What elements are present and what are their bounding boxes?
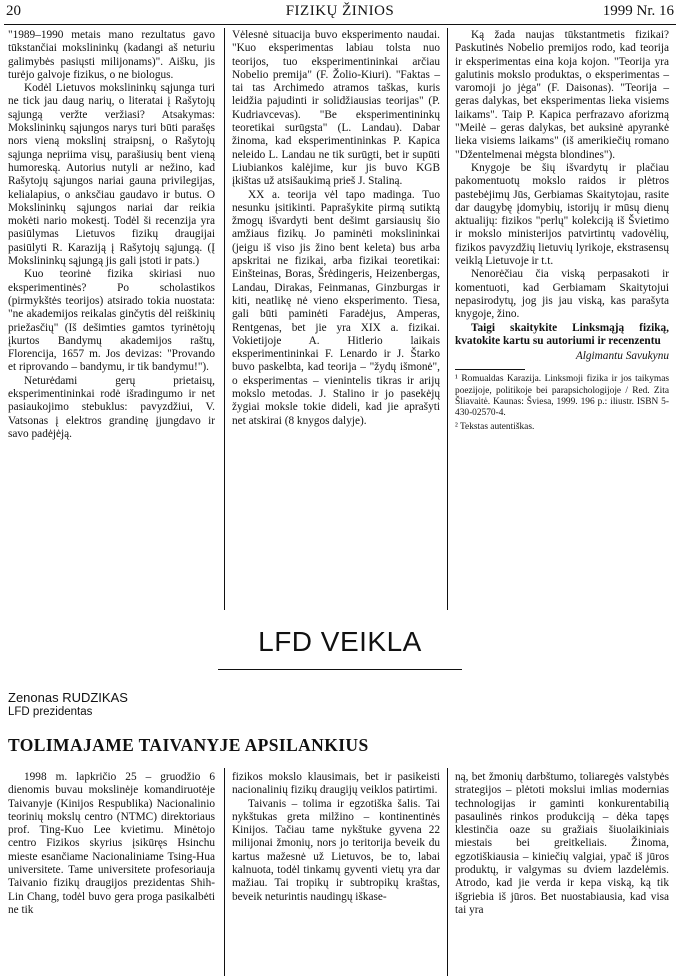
column-divider	[447, 28, 448, 610]
review-column-1	[8, 29, 215, 441]
author-role: LFD prezidentas	[8, 706, 93, 718]
paragraph: ną, bet žmonių darbštumo, toliaregės valstybės strategijos – plėtoti mokslui imlias modernias technologijas ir gaminti konkurentabilią pasaulinės rinkos produkciją – dėka tapęs klestinčia oaze su gražiais šiuolaikiniais miestais bei greitkeliais. Žinoma, egzotiškiausia – kiniečių valgiai, ypač iš jūros produktų, ir valgymas su dviem lazdelėmis. Atrodo, kad jie verda ir kepa viską, ką tik išgriebia iš jūros. Bet nuostabiausia, kad visa tai yra	[455, 771, 669, 916]
author-name: Zenonas RUDZIKAS	[8, 690, 128, 705]
paragraph: "1989–1990 metais mano rezultatus gavo tūkstančiai mokslininkų (kadangi aš neturiu galimybės pasiųsti milijonams)". Aišku, jis turėjo galvoje fizikus, o ne biologus.	[8, 29, 215, 81]
paragraph: Kuo teorinė fizika skiriasi nuo eksperimentinės? Po scholastikos (pirmykštės teorijos) atsirado tokia nuostata: "ne akademijos reikalas ginčytis dėl reiškinių priežasčių" (Iš dešimties gamtos tyrinėtojų įkurtos Bandymų akademijos raštų, Florencija, 1657 m. Jos devizas: "Provando et riprovando – bandymu, ir tik bandymu!").	[8, 268, 215, 374]
paragraph: Taivanis – tolima ir egzotiška šalis. Tai nykštukas greta milžino – kontinentinės Kinijos. Tačiau tame nykštuke gyvena 22 milijonai žmonių, nors jo teritorija beveik du kartus mažesnė už Lietuvos, be to, labai kalnuota, todėl tinkamų gyventi vietų yra dar mažiau. Tai tropikų ir subtropikų kraštas, beveik neturintis naudingų iškase-	[232, 797, 440, 903]
section-rule	[218, 669, 462, 670]
article-title: TOLIMAJAME TAIVANYJE APSILANKIUS	[8, 735, 369, 755]
column-divider	[224, 28, 225, 610]
paragraph: Nenorėčiau čia viską perpasakoti ir komentuoti, kad Gerbiamam Skaitytojui nepasirodytų, jog jis jau viską, kas parašyta knygoje, žino.	[455, 268, 669, 321]
footnote: ¹ Romualdas Karazija. Linksmoji fizika ir jos taikymas poezijoje, politikoje bei parapsichologijoje / Red. Zita Šliavaitė. Kaunas: Šviesa, 1999. 196 p.: iliustr. ISBN 5-430-02570-4.	[455, 374, 669, 419]
footnotes	[455, 374, 669, 433]
header-rule	[4, 24, 676, 25]
paragraph: 1998 m. lapkričio 25 – gruodžio 6 dienomis buvau mokslinėje komandiruotėje Taivanyje (Kinijos Respublika) Nacionalinio teorinių mokslų centro (NTMC) direktoriaus prof. Ting-Kuo Lee kvietimu. Minėtojo centro Fizikos skyrius įsikūręs Hsinchu mieste esančiame Nacionaliniame Tsing-Hua universitete. Tame universitete profesoriauja Taivanio fizikų draugijos prezidentas Shih-Lin Chang, todėl buvo gera proga pasikalbėti ne tik	[8, 771, 215, 916]
paragraph: Vėlesnė situacija buvo eksperimento naudai. "Kuo eksperimentas labiau tolsta nuo teorijos, tuo eksperimentininkai arčiau Nobelio premija" (F. Žolio-Kiuri). "Faktas – tai tas Archimedo atramos taškas, kuris leidžia pajudinti ir solidžiausias teorijas" (P. Kudriavcevas). "Be eksperimentininkų teoretikai surūgsta" (L. Landau). Dabar žinoma, kad eksperimentininkas P. Kapica neleido L. Landau ne tik surūgti, bet ir supūti Liubiankos kalėjime, kur jis buvo KGB įkištas už atsišaukimą prieš J. Staliną.	[232, 29, 440, 188]
running-header	[6, 3, 674, 23]
paragraph: Ką žada naujas tūkstantmetis fizikai? Paskutinės Nobelio premijos rodo, kad teorija ir eksperimentas eina koja kojon. "Teorija yra galutinis mokslo produktas, o eksperimentas – varomoji jo jėga" (F. Daisonas). "Teorija – geras dalykas, bet eksperimentas lieka visiems laikams". Taip P. Kapica perfrazavo aforizmą "Meilė – geras dalykas, bet auksinė apyrankė lieka visiems laikams" (iš amerikiečių romano "Džentelmenai mėgsta blondines").	[455, 29, 669, 161]
article-column-1	[8, 771, 215, 917]
paragraph: XX a. teorija vėl tapo madinga. Tuo nesunku įsitikinti. Paprašykite pirmą sutiktą žmogų išvardyti bent dešimt garsiausių šio amžiaus fizikų. Jo paminėti mokslininkai (jeigu iš viso jis žino bent keleta) bus arba apskritai ne fizikai, arba fizikai teoretikai: Einšteinas, Boras, Šrėdingeris, Heizenbergas, Landau, Dirakas, Feinmanas, Ginzburgas ir kiti, neatlikę nė vieno eksperimento. Tiesa, gali būti paminėti Faradėjus, Amperas, Rentgenas, bet jie yra XIX a. fizikai. Vokietijoje A. Hitlerio laikais eksperimentininkai F. Lenardo ir J. Štarko buvo paskelbta, kad teorija – "žydų išmonė", o eksperimentas – vienintelis tikras ir arijų mokslo metodas. J. Stalino ir jo pasekėjų žygiai moksle tokie dideli, kad jie aprašyti net atskirai (8 knygos dalyje).	[232, 188, 440, 427]
paragraph: Knygoje be šių išvardytų ir plačiau pakomentuotų mokslo raidos ir plėtros pastebėjimų Jūs, Gerbiamas Skaitytojau, rasite dar daugybę įdomybių, istorijų ir mūsų dienų aktualijų: fizikos "perlų" kolekciją iš Švietimo ir mokslo ministerijos patvirtintų vadovėlių, fizikos pavyzdžių lietuvių lyrikoje, ekstrasensų veiklą Lietuvoje ir t.t.	[455, 161, 669, 268]
article-column-3	[455, 771, 669, 917]
review-signature: Algimantu Savukynu	[575, 350, 669, 363]
paragraph: fizikos mokslo klausimais, bet ir pasikeisti nacionalinių fizikų draugijų veiklos patirtimi.	[232, 771, 440, 797]
paragraph: Kodėl Lietuvos mokslininkų sąjunga turi ne tick jau daug narių, o literatai į Rašytojų sąjungą veržte veržiasi? Atsakymas: Mokslininkų sąjungos narys turi būti parašęs nors vieną mokslinį straipsnį, o Rašytojų sąjunga nepriima visų, parašiusių bent vieną humoreską. Autorius nutyli ar nežino, kad Rašytojų sąjungos nariai gauna privilegijas, kelialapius, o anksčiau gaudavo ir butus. O Mokslininkų sąjungos nariai dar reikia mokėti nario mokestį. Todėl ši recenzija yra pasiūlymas Lietuvos fizikų draugijai pasiūlyti R. Karaziją į Rašytojų sąjungą. (Į Mokslininkų sąjungą jis gali įstoti ir pats.)	[8, 82, 215, 268]
journal-title: FIZIKŲ ŽINIOS	[285, 3, 395, 19]
footnote-rule	[455, 369, 525, 370]
column-divider	[447, 768, 448, 976]
paragraph: Neturėdami gerų prietaisų, eksperimentininkai rodė išradingumo ir net pasiaukojimo stebuklus: pavyzdžiui, V. Vatsonas į elektros grandinę įjungdavo ir savo padėjėją.	[8, 374, 215, 440]
issue-number: 1999 Nr. 16	[602, 3, 674, 19]
column-divider	[224, 768, 225, 976]
paragraph: Taigi skaitykite Linksmąją fiziką, kvatokite kartu su autoriumi ir recenzentu	[455, 321, 669, 347]
section-heading: LFD VEIKLA	[258, 626, 422, 657]
page-number: 20	[6, 3, 21, 19]
review-column-2	[232, 29, 440, 428]
review-column-3	[455, 29, 669, 436]
article-column-2	[232, 771, 440, 904]
footnote: ² Tekstas autentiškas.	[455, 422, 535, 433]
